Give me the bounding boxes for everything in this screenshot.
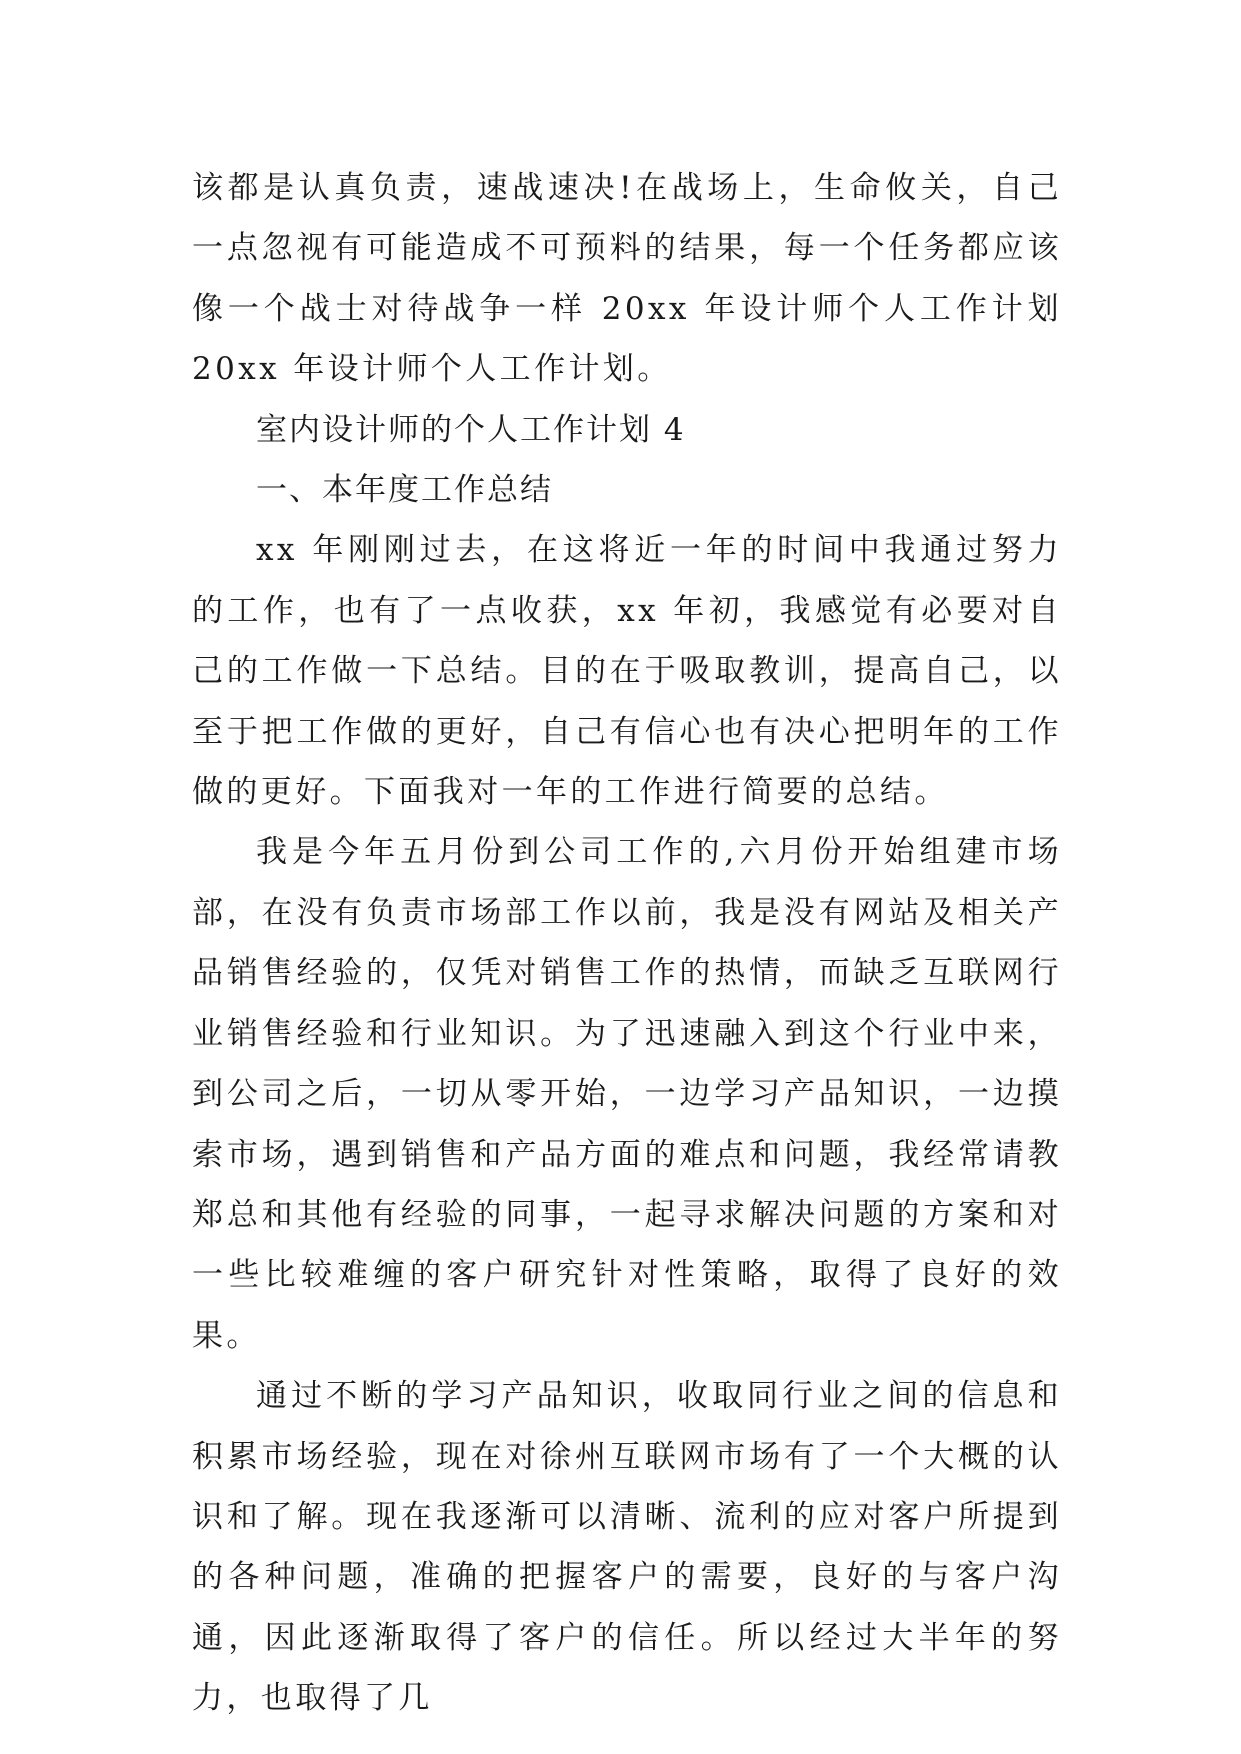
paragraph-continuation: 该都是认真负责，速战速决!在战场上，生命攸关，自己一点忽视有可能造成不可预料的结果，每一个任务都应该像一个战士对待战争一样 20xx 年设计师个人工作计划 20xx 年设计师个人工作计划。 [192,170,1062,388]
paragraph-work-history: 我是今年五月份到公司工作的,六月份开始组建市场部，在没有负责市场部工作以前，我是没有网站及相关产品销售经验的，仅凭对销售工作的热情，而缺乏互联网行业销售经验和行业知识。为了迅速融入到这个行业中来，到公司之后，一切从零开始，一边学习产品知识，一边摸索市场，遇到销售和产品方面的难点和问题，我经常请教郑总和其他有经验的同事，一起寻求解决问题的方案和对一些比较难缠的客户研究针对性策略，取得了良好的效果。 [192,834,1062,1354]
paragraph-summary-intro: xx 年刚刚过去，在这将近一年的时间中我通过努力的工作，也有了一点收获，xx 年初，我感觉有必要对自己的工作做一下总结。目的在于吸取教训，提高自己，以至于把工作做的更好，自己有信心也有决心把明年的工作做的更好。下面我对一年的工作进行简要的总结。 [192,532,1062,811]
paragraph-market-experience: 通过不断的学习产品知识，收取同行业之间的信息和积累市场经验，现在对徐州互联网市场有了一个大概的认识和了解。现在我逐渐可以清晰、流利的应对客户所提到的各种问题，准确的把握客户的需要，良好的与客户沟通，因此逐渐取得了客户的信任。所以经过大半年的努力，也取得了几 [192,1378,1062,1717]
section-title: 室内设计师的个人工作计划 4 [256,411,686,448]
subsection-heading: 一、本年度工作总结 [256,472,553,509]
document-body [192,158,1062,1729]
